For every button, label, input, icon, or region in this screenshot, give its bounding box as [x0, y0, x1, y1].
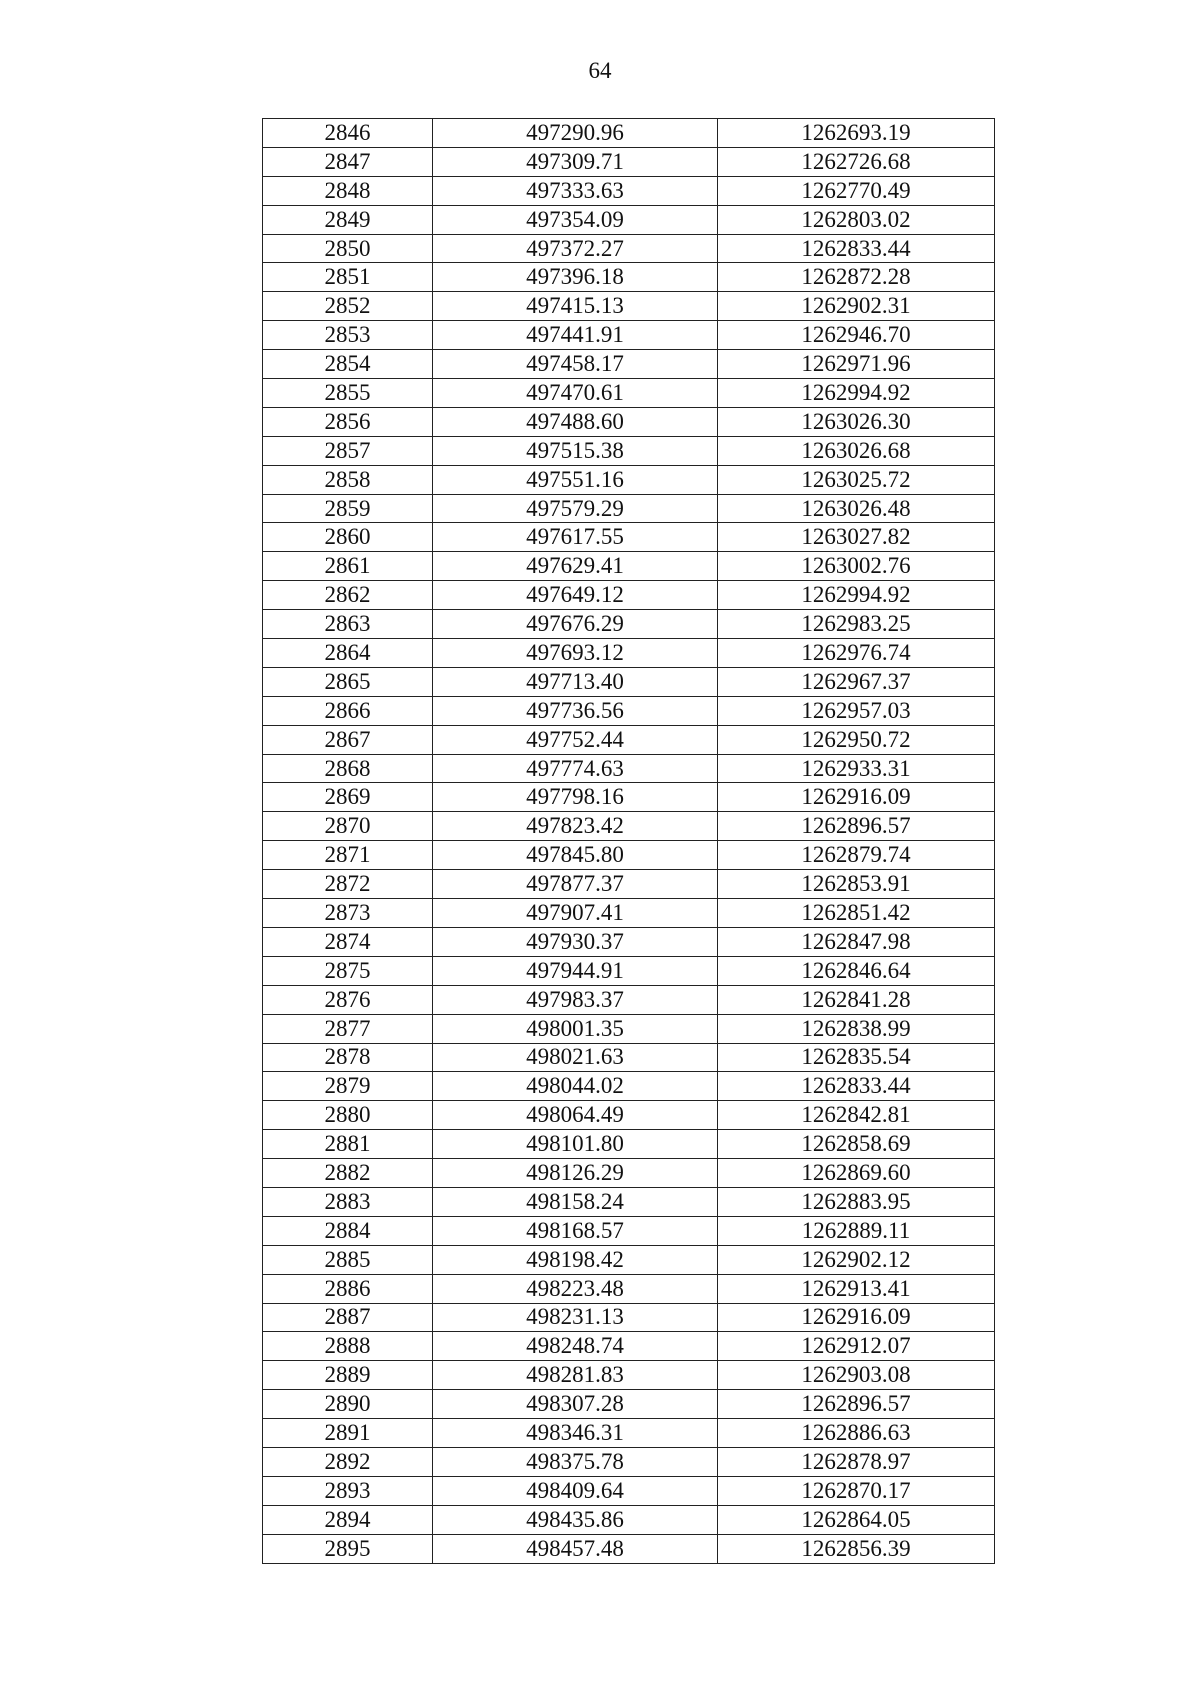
- y-coordinate-cell: 1262896.57: [718, 812, 995, 841]
- point-number-cell: 2885: [263, 1245, 433, 1274]
- y-coordinate-cell: 1262902.31: [718, 292, 995, 321]
- point-number-cell: 2892: [263, 1447, 433, 1476]
- x-coordinate-cell: 497458.17: [433, 350, 718, 379]
- y-coordinate-cell: 1262946.70: [718, 321, 995, 350]
- point-number-cell: 2854: [263, 350, 433, 379]
- y-coordinate-cell: 1262903.08: [718, 1361, 995, 1390]
- x-coordinate-cell: 497983.37: [433, 985, 718, 1014]
- y-coordinate-cell: 1262864.05: [718, 1505, 995, 1534]
- table-row: [263, 812, 995, 841]
- x-coordinate-cell: 498044.02: [433, 1072, 718, 1101]
- y-coordinate-cell: 1262833.44: [718, 1072, 995, 1101]
- x-coordinate-cell: 498409.64: [433, 1476, 718, 1505]
- table-row: [263, 119, 995, 148]
- point-number-cell: 2895: [263, 1534, 433, 1563]
- y-coordinate-cell: 1262889.11: [718, 1216, 995, 1245]
- y-coordinate-cell: 1262726.68: [718, 147, 995, 176]
- x-coordinate-cell: 497845.80: [433, 841, 718, 870]
- y-coordinate-cell: 1262833.44: [718, 234, 995, 263]
- table-row: [263, 1245, 995, 1274]
- table-row: [263, 205, 995, 234]
- x-coordinate-cell: 497515.38: [433, 436, 718, 465]
- point-number-cell: 2877: [263, 1014, 433, 1043]
- point-number-cell: 2859: [263, 494, 433, 523]
- x-coordinate-cell: 498281.83: [433, 1361, 718, 1390]
- table-row: [263, 667, 995, 696]
- table-row: [263, 639, 995, 668]
- y-coordinate-cell: 1263026.48: [718, 494, 995, 523]
- x-coordinate-cell: 497290.96: [433, 119, 718, 148]
- x-coordinate-cell: 497930.37: [433, 927, 718, 956]
- point-number-cell: 2864: [263, 639, 433, 668]
- y-coordinate-cell: 1262872.28: [718, 263, 995, 292]
- y-coordinate-cell: 1263025.72: [718, 465, 995, 494]
- x-coordinate-cell: 497617.55: [433, 523, 718, 552]
- y-coordinate-cell: 1263026.30: [718, 407, 995, 436]
- table-row: [263, 1534, 995, 1563]
- table-row: [263, 927, 995, 956]
- y-coordinate-cell: 1262869.60: [718, 1159, 995, 1188]
- point-number-cell: 2868: [263, 754, 433, 783]
- x-coordinate-cell: 498021.63: [433, 1043, 718, 1072]
- y-coordinate-cell: 1262879.74: [718, 841, 995, 870]
- x-coordinate-cell: 497649.12: [433, 581, 718, 610]
- point-number-cell: 2878: [263, 1043, 433, 1072]
- table-row: [263, 1130, 995, 1159]
- y-coordinate-cell: 1262835.54: [718, 1043, 995, 1072]
- table-row: [263, 292, 995, 321]
- table-row: [263, 321, 995, 350]
- point-number-cell: 2847: [263, 147, 433, 176]
- coordinates-table-body: [263, 119, 995, 1564]
- table-row: [263, 1187, 995, 1216]
- table-row: [263, 725, 995, 754]
- y-coordinate-cell: 1262994.92: [718, 379, 995, 408]
- point-number-cell: 2881: [263, 1130, 433, 1159]
- y-coordinate-cell: 1262856.39: [718, 1534, 995, 1563]
- y-coordinate-cell: 1263026.68: [718, 436, 995, 465]
- x-coordinate-cell: 498101.80: [433, 1130, 718, 1159]
- y-coordinate-cell: 1262841.28: [718, 985, 995, 1014]
- point-number-cell: 2855: [263, 379, 433, 408]
- y-coordinate-cell: 1263002.76: [718, 552, 995, 581]
- y-coordinate-cell: 1262957.03: [718, 696, 995, 725]
- point-number-cell: 2849: [263, 205, 433, 234]
- x-coordinate-cell: 498158.24: [433, 1187, 718, 1216]
- table-row: [263, 783, 995, 812]
- x-coordinate-cell: 497676.29: [433, 610, 718, 639]
- point-number-cell: 2890: [263, 1390, 433, 1419]
- point-number-cell: 2893: [263, 1476, 433, 1505]
- table-row: [263, 696, 995, 725]
- table-row: [263, 1419, 995, 1448]
- x-coordinate-cell: 498223.48: [433, 1274, 718, 1303]
- table-row: [263, 1390, 995, 1419]
- table-row: [263, 1476, 995, 1505]
- x-coordinate-cell: 497488.60: [433, 407, 718, 436]
- x-coordinate-cell: 497309.71: [433, 147, 718, 176]
- y-coordinate-cell: 1262842.81: [718, 1101, 995, 1130]
- table-row: [263, 985, 995, 1014]
- point-number-cell: 2853: [263, 321, 433, 350]
- point-number-cell: 2887: [263, 1303, 433, 1332]
- x-coordinate-cell: 498248.74: [433, 1332, 718, 1361]
- x-coordinate-cell: 497736.56: [433, 696, 718, 725]
- point-number-cell: 2872: [263, 870, 433, 899]
- y-coordinate-cell: 1262883.95: [718, 1187, 995, 1216]
- table-row: [263, 1274, 995, 1303]
- x-coordinate-cell: 497907.41: [433, 899, 718, 928]
- point-number-cell: 2862: [263, 581, 433, 610]
- point-number-cell: 2882: [263, 1159, 433, 1188]
- point-number-cell: 2848: [263, 176, 433, 205]
- x-coordinate-cell: 497693.12: [433, 639, 718, 668]
- table-row: [263, 350, 995, 379]
- x-coordinate-cell: 497333.63: [433, 176, 718, 205]
- x-coordinate-cell: 497354.09: [433, 205, 718, 234]
- table-row: [263, 1216, 995, 1245]
- x-coordinate-cell: 497877.37: [433, 870, 718, 899]
- point-number-cell: 2851: [263, 263, 433, 292]
- x-coordinate-cell: 498064.49: [433, 1101, 718, 1130]
- x-coordinate-cell: 497372.27: [433, 234, 718, 263]
- table-row: [263, 956, 995, 985]
- y-coordinate-cell: 1262896.57: [718, 1390, 995, 1419]
- table-row: [263, 1072, 995, 1101]
- point-number-cell: 2856: [263, 407, 433, 436]
- x-coordinate-cell: 498375.78: [433, 1447, 718, 1476]
- x-coordinate-cell: 497713.40: [433, 667, 718, 696]
- y-coordinate-cell: 1262913.41: [718, 1274, 995, 1303]
- point-number-cell: 2865: [263, 667, 433, 696]
- table-row: [263, 176, 995, 205]
- x-coordinate-cell: 497441.91: [433, 321, 718, 350]
- x-coordinate-cell: 497551.16: [433, 465, 718, 494]
- x-coordinate-cell: 497774.63: [433, 754, 718, 783]
- table-row: [263, 552, 995, 581]
- point-number-cell: 2870: [263, 812, 433, 841]
- point-number-cell: 2873: [263, 899, 433, 928]
- point-number-cell: 2860: [263, 523, 433, 552]
- point-number-cell: 2879: [263, 1072, 433, 1101]
- y-coordinate-cell: 1262770.49: [718, 176, 995, 205]
- table-row: [263, 465, 995, 494]
- x-coordinate-cell: 498457.48: [433, 1534, 718, 1563]
- point-number-cell: 2846: [263, 119, 433, 148]
- point-number-cell: 2852: [263, 292, 433, 321]
- y-coordinate-cell: 1262693.19: [718, 119, 995, 148]
- x-coordinate-cell: 497823.42: [433, 812, 718, 841]
- x-coordinate-cell: 497396.18: [433, 263, 718, 292]
- coordinates-table: [262, 118, 995, 1564]
- x-coordinate-cell: 497752.44: [433, 725, 718, 754]
- x-coordinate-cell: 497629.41: [433, 552, 718, 581]
- table-row: [263, 1043, 995, 1072]
- y-coordinate-cell: 1262878.97: [718, 1447, 995, 1476]
- x-coordinate-cell: 498307.28: [433, 1390, 718, 1419]
- point-number-cell: 2866: [263, 696, 433, 725]
- x-coordinate-cell: 498231.13: [433, 1303, 718, 1332]
- y-coordinate-cell: 1262803.02: [718, 205, 995, 234]
- x-coordinate-cell: 497944.91: [433, 956, 718, 985]
- point-number-cell: 2883: [263, 1187, 433, 1216]
- table-row: [263, 581, 995, 610]
- y-coordinate-cell: 1262950.72: [718, 725, 995, 754]
- point-number-cell: 2850: [263, 234, 433, 263]
- y-coordinate-cell: 1263027.82: [718, 523, 995, 552]
- y-coordinate-cell: 1262994.92: [718, 581, 995, 610]
- table-row: [263, 407, 995, 436]
- table-row: [263, 494, 995, 523]
- x-coordinate-cell: 498346.31: [433, 1419, 718, 1448]
- y-coordinate-cell: 1262916.09: [718, 1303, 995, 1332]
- x-coordinate-cell: 497579.29: [433, 494, 718, 523]
- table-row: [263, 1361, 995, 1390]
- point-number-cell: 2867: [263, 725, 433, 754]
- table-row: [263, 1014, 995, 1043]
- point-number-cell: 2869: [263, 783, 433, 812]
- y-coordinate-cell: 1262967.37: [718, 667, 995, 696]
- table-row: [263, 1505, 995, 1534]
- y-coordinate-cell: 1262838.99: [718, 1014, 995, 1043]
- y-coordinate-cell: 1262933.31: [718, 754, 995, 783]
- table-row: [263, 610, 995, 639]
- table-row: [263, 523, 995, 552]
- point-number-cell: 2888: [263, 1332, 433, 1361]
- point-number-cell: 2880: [263, 1101, 433, 1130]
- table-row: [263, 899, 995, 928]
- point-number-cell: 2874: [263, 927, 433, 956]
- point-number-cell: 2889: [263, 1361, 433, 1390]
- table-row: [263, 1159, 995, 1188]
- y-coordinate-cell: 1262858.69: [718, 1130, 995, 1159]
- point-number-cell: 2861: [263, 552, 433, 581]
- table-row: [263, 1332, 995, 1361]
- table-row: [263, 1303, 995, 1332]
- x-coordinate-cell: 498001.35: [433, 1014, 718, 1043]
- point-number-cell: 2891: [263, 1419, 433, 1448]
- page-number: 64: [588, 58, 612, 83]
- table-row: [263, 754, 995, 783]
- y-coordinate-cell: 1262846.64: [718, 956, 995, 985]
- x-coordinate-cell: 498168.57: [433, 1216, 718, 1245]
- x-coordinate-cell: 497415.13: [433, 292, 718, 321]
- table-row: [263, 436, 995, 465]
- point-number-cell: 2884: [263, 1216, 433, 1245]
- x-coordinate-cell: 497798.16: [433, 783, 718, 812]
- x-coordinate-cell: 498126.29: [433, 1159, 718, 1188]
- point-number-cell: 2886: [263, 1274, 433, 1303]
- y-coordinate-cell: 1262983.25: [718, 610, 995, 639]
- y-coordinate-cell: 1262851.42: [718, 899, 995, 928]
- point-number-cell: 2876: [263, 985, 433, 1014]
- table-row: [263, 234, 995, 263]
- y-coordinate-cell: 1262976.74: [718, 639, 995, 668]
- point-number-cell: 2857: [263, 436, 433, 465]
- point-number-cell: 2894: [263, 1505, 433, 1534]
- y-coordinate-cell: 1262886.63: [718, 1419, 995, 1448]
- x-coordinate-cell: 498435.86: [433, 1505, 718, 1534]
- table-row: [263, 841, 995, 870]
- table-row: [263, 263, 995, 292]
- point-number-cell: 2863: [263, 610, 433, 639]
- y-coordinate-cell: 1262847.98: [718, 927, 995, 956]
- point-number-cell: 2871: [263, 841, 433, 870]
- y-coordinate-cell: 1262853.91: [718, 870, 995, 899]
- point-number-cell: 2875: [263, 956, 433, 985]
- y-coordinate-cell: 1262902.12: [718, 1245, 995, 1274]
- table-row: [263, 147, 995, 176]
- table-row: [263, 1447, 995, 1476]
- x-coordinate-cell: 497470.61: [433, 379, 718, 408]
- point-number-cell: 2858: [263, 465, 433, 494]
- table-row: [263, 870, 995, 899]
- y-coordinate-cell: 1262916.09: [718, 783, 995, 812]
- y-coordinate-cell: 1262971.96: [718, 350, 995, 379]
- table-row: [263, 1101, 995, 1130]
- y-coordinate-cell: 1262912.07: [718, 1332, 995, 1361]
- x-coordinate-cell: 498198.42: [433, 1245, 718, 1274]
- y-coordinate-cell: 1262870.17: [718, 1476, 995, 1505]
- table-row: [263, 379, 995, 408]
